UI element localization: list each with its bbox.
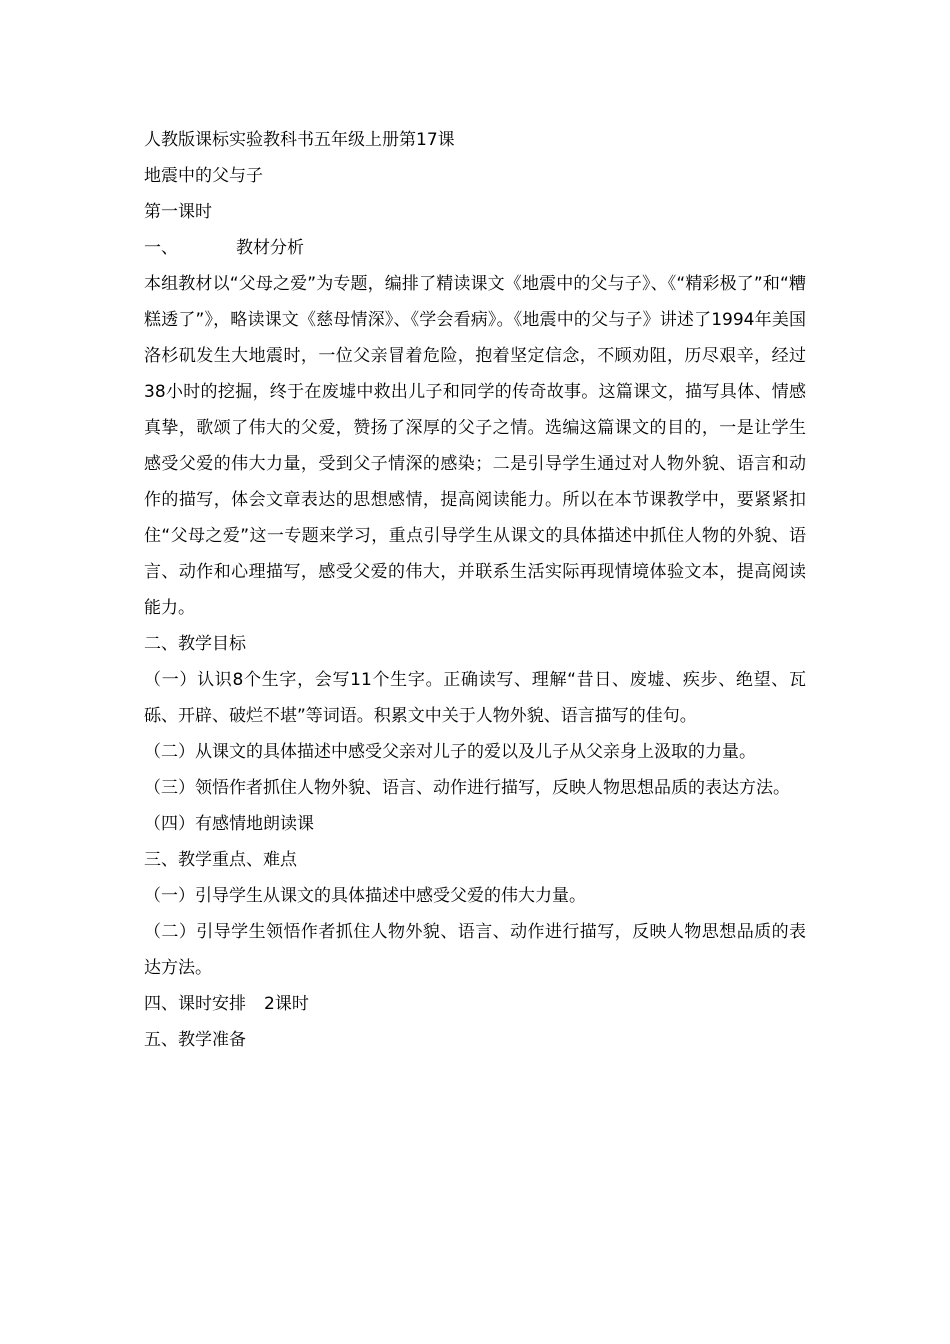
section-heading-5: 五、教学准备	[144, 1030, 246, 1050]
period-count: 2课时	[264, 994, 309, 1014]
section-title-4: 四、课时安排	[144, 994, 246, 1014]
key-point-2: （二）引导学生领悟作者抓住人物外貌、语言、动作进行描写，反映人物思想品质的表达方法。	[144, 922, 806, 978]
section-heading-4	[144, 986, 806, 1022]
teaching-goal-2: （二）从课文的具体描述中感受父亲对儿子的爱以及儿子从父亲身上汲取的力量。	[144, 742, 756, 762]
teaching-goal-4: （四）有感情地朗读课	[144, 814, 314, 834]
section-heading-2: 二、教学目标	[144, 634, 246, 654]
teaching-goal-1: （一）认识8个生字，会写11个生字。正确读写、理解“昔日、废墟、疾步、绝望、瓦砾、开辟、破烂不堪”等词语。积累文中关于人物外貌、语言描写的佳句。	[144, 670, 806, 726]
section-heading-3: 三、教学重点、难点	[144, 850, 297, 870]
document-body	[144, 122, 806, 1058]
section-number-1: 一、	[144, 238, 178, 258]
section-title-1: 教材分析	[236, 238, 304, 258]
lesson-title: 地震中的父与子	[144, 166, 263, 186]
lesson-period: 第一课时	[144, 202, 212, 222]
section-heading-1	[144, 230, 806, 266]
material-analysis-paragraph: 本组教材以“父母之爱”为专题，编排了精读课文《地震中的父与子》、《“精彩极了”和“糟糕透了”》，略读课文《慈母情深》、《学会看病》。《地震中的父与子》讲述了1994年美国洛杉矶发生大地震时，一位父亲冒着危险，抱着坚定信念，不顾劝阻，历尽艰辛，经过38小时的挖掘，终于在废墟中救出儿子和同学的传奇故事。这篇课文，描写具体、情感真挚，歌颂了伟大的父爱，赞扬了深厚的父子之情。选编这篇课文的目的，一是让学生感受父爱的伟大力量，受到父子情深的感染；二是引导学生通过对人物外貌、语言和动作的描写，体会文章表达的思想感情，提高阅读能力。所以在本节课教学中，要紧紧扣住“父母之爱”这一专题来学习，重点引导学生从课文的具体描述中抓住人物的外貌、语言、动作和心理描写，感受父爱的伟大，并联系生活实际再现情境体验文本，提高阅读能力。	[144, 274, 806, 618]
textbook-source-line: 人教版课标实验教科书五年级上册第17课	[144, 130, 455, 150]
teaching-goal-3: （三）领悟作者抓住人物外貌、语言、动作进行描写，反映人物思想品质的表达方法。	[144, 778, 790, 798]
key-point-1: （一）引导学生从课文的具体描述中感受父爱的伟大力量。	[144, 886, 586, 906]
